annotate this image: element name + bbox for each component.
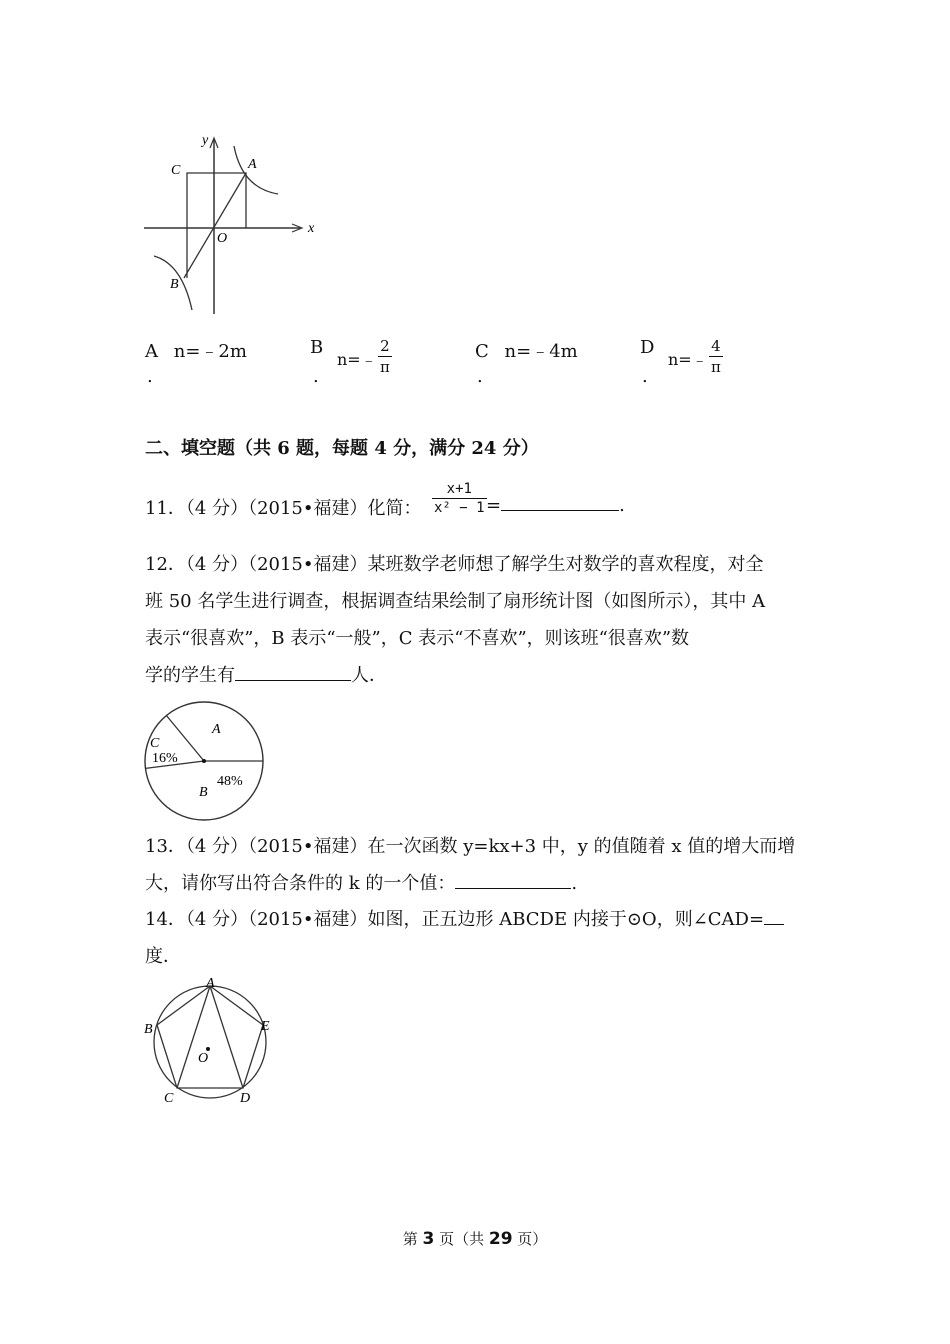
fig10-label-x: x bbox=[308, 221, 315, 236]
circumcircle bbox=[154, 986, 266, 1098]
option-c bbox=[475, 337, 578, 363]
fig14-label-B: B bbox=[144, 1022, 153, 1037]
footer-post: 页） bbox=[512, 1230, 548, 1248]
footer-page-number: 3 bbox=[422, 1229, 435, 1249]
q13-line1: 13．（4 分）（2015•福建）在一次函数 y=kx+3 中，y 的值随着 x 值的增大而增 bbox=[145, 836, 796, 857]
option-a-text: n=﹣2m bbox=[173, 341, 247, 362]
section-heading: 二、填空题（共 6 题，每题 4 分，满分 24 分） bbox=[145, 438, 539, 459]
q14-block bbox=[145, 901, 825, 975]
fig10-label-A: A bbox=[248, 157, 257, 172]
option-a-dot: . bbox=[147, 366, 153, 387]
q11-fraction bbox=[432, 481, 487, 516]
fig14-label-O: O bbox=[198, 1051, 209, 1066]
q11-end: . bbox=[619, 495, 625, 516]
option-d-den: π bbox=[711, 358, 721, 376]
fig10-label-C: C bbox=[171, 163, 181, 178]
q11-den: x² − 1 bbox=[434, 500, 485, 516]
q12-line2: 班 50 名学生进行调查，根据调查结果绘制了扇形统计图（如图所示），其中 A bbox=[145, 591, 766, 612]
q12-line1: 12．（4 分）（2015•福建）某班数学老师想了解学生对数学的喜欢程度，对全 bbox=[145, 554, 764, 575]
option-c-letter: C bbox=[475, 341, 489, 362]
q14-line1 bbox=[145, 901, 825, 938]
fig14-label-E: E bbox=[261, 1019, 270, 1034]
segment-AC bbox=[177, 986, 210, 1088]
option-c-dot: . bbox=[477, 366, 483, 387]
segment-AD bbox=[210, 986, 243, 1088]
fig10-label-O: O bbox=[217, 231, 228, 246]
pie-label-A: A bbox=[212, 722, 221, 737]
pie-label-B: B bbox=[199, 785, 208, 800]
option-b-den: π bbox=[380, 358, 390, 376]
option-a-letter: A bbox=[145, 341, 158, 362]
fig10-label-B: B bbox=[170, 277, 179, 292]
page-footer bbox=[0, 1228, 950, 1249]
q12-line3: 表示“很喜欢”，B 表示“一般”，C 表示“不喜欢”，则该班“很喜欢”数 bbox=[145, 628, 690, 649]
option-d-prefix: n=﹣ bbox=[668, 350, 708, 369]
option-b-prefix: n=﹣ bbox=[337, 350, 377, 369]
q13-block bbox=[145, 828, 825, 902]
q13-line2-end: . bbox=[571, 873, 578, 894]
q11-num: x+1 bbox=[446, 481, 472, 497]
q14-pentagon-figure bbox=[140, 978, 280, 1108]
option-d-num: 4 bbox=[711, 337, 721, 355]
pie-label-C: C bbox=[150, 736, 160, 751]
q14-line1-text: 14．（4 分）（2015•福建）如图，正五边形 ABCDE 内接于⊙O，则∠CAD= bbox=[145, 909, 765, 930]
q11-answer bbox=[486, 494, 625, 516]
q12-blank bbox=[235, 664, 351, 681]
option-b-num: 2 bbox=[380, 337, 390, 355]
footer-total-pages: 29 bbox=[488, 1229, 513, 1249]
option-d-dot: . bbox=[642, 366, 648, 387]
fig14-label-A: A bbox=[206, 978, 215, 991]
pie-data-label-C: 16% bbox=[152, 751, 178, 766]
footer-mid: 页（共 bbox=[434, 1230, 489, 1248]
option-b-dot: . bbox=[313, 366, 319, 387]
q13-line2 bbox=[145, 865, 825, 902]
q11-eq: = bbox=[486, 495, 502, 516]
footer-pre: 第 bbox=[402, 1230, 423, 1248]
q11-blank bbox=[501, 494, 619, 511]
q11-text: 11．（4 分）（2015•福建）化简： bbox=[145, 498, 422, 519]
q13-blank bbox=[455, 872, 571, 889]
fig14-label-D: D bbox=[240, 1091, 251, 1106]
fig14-label-C: C bbox=[164, 1091, 174, 1106]
q14-line2: 度． bbox=[145, 946, 181, 967]
pie-data-label-B: 48% bbox=[217, 774, 243, 789]
q12-line4-end: 人． bbox=[351, 665, 387, 686]
option-b-letter: B bbox=[310, 337, 324, 358]
option-d-letter: D bbox=[640, 337, 655, 358]
q12-block bbox=[145, 546, 825, 694]
option-a bbox=[145, 337, 247, 363]
pentagon bbox=[157, 986, 263, 1088]
option-d-fraction bbox=[709, 337, 723, 376]
option-c-text: n=﹣4m bbox=[504, 341, 578, 362]
q10-coordinate-figure bbox=[140, 128, 330, 318]
q13-line2-text: 大，请你写出符合条件的 k 的一个值： bbox=[145, 873, 456, 894]
option-b-fraction bbox=[378, 337, 392, 376]
q12-pie-chart bbox=[140, 700, 270, 825]
pie-center bbox=[202, 759, 206, 763]
q12-line4 bbox=[145, 657, 825, 694]
fig10-label-y: y bbox=[202, 133, 209, 148]
q12-line4-text: 学的学生有 bbox=[145, 665, 235, 686]
q14-blank bbox=[764, 908, 784, 925]
